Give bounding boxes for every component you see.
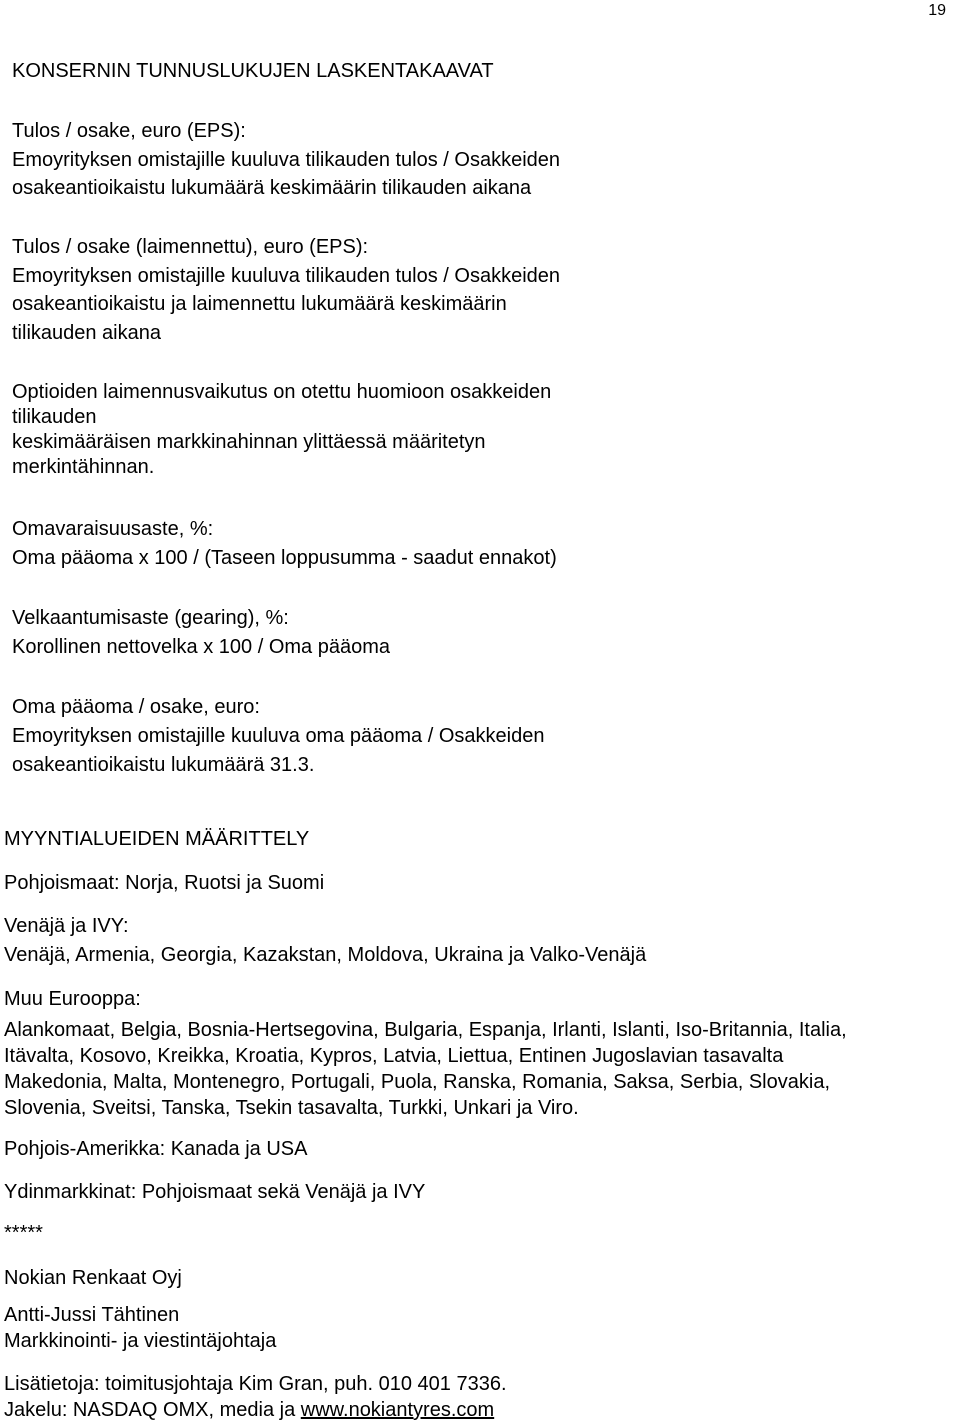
gearing-definition bbox=[12, 604, 932, 662]
distribution-line bbox=[4, 1397, 949, 1423]
eps-diluted-formula-line: osakeantioikaistu ja laimennettu lukumäärä keskimäärin bbox=[12, 293, 507, 315]
eps-diluted-formula-line: tilikauden aikana bbox=[12, 321, 161, 344]
nordic-definition: Pohjoismaat: Norja, Ruotsi ja Suomi bbox=[4, 872, 325, 894]
note-line: merkintähinnan. bbox=[12, 456, 155, 478]
gearing-heading: Velkaantumisaste (gearing), %: bbox=[12, 607, 289, 629]
eps-definition bbox=[12, 117, 932, 203]
equity-per-share-formula-line: osakeantioikaistu lukumäärä 31.3. bbox=[12, 754, 315, 776]
other-europe-countries bbox=[4, 1017, 949, 1121]
equity-per-share-definition bbox=[12, 693, 932, 780]
contact-line: Lisätietoja: toimitusjohtaja Kim Gran, puh. 010 401 7336. bbox=[4, 1373, 507, 1395]
note-line: tilikauden bbox=[12, 406, 97, 428]
note-line: keskimääräisen markkinahinnan ylittäessä määritetyn bbox=[12, 431, 486, 453]
equity-ratio-formula: Oma pääoma x 100 / (Taseen loppusumma - saadut ennakot) bbox=[12, 547, 557, 569]
signatory-name: Antti-Jussi Tähtinen bbox=[4, 1304, 180, 1326]
section-title-key-figures: KONSERNIN TUNNUSLUKUJEN LASKENTAKAAVAT bbox=[12, 60, 494, 82]
eps-diluted-heading: Tulos / osake (laimennettu), euro (EPS): bbox=[12, 236, 369, 258]
country-list-line: Alankomaat, Belgia, Bosnia-Hertsegovina, Bulgaria, Espanja, Irlanti, Islanti, Iso-Britannia, Italia, bbox=[4, 1019, 847, 1041]
equity-per-share-formula-line: Emoyrityksen omistajille kuuluva oma pääoma / Osakkeiden bbox=[12, 725, 545, 747]
eps-formula-line: osakeantioikaistu lukumäärä keskimäärin tilikauden aikana bbox=[12, 177, 532, 199]
equity-per-share-heading: Oma pääoma / osake, euro: bbox=[12, 696, 260, 718]
eps-heading: Tulos / osake, euro (EPS): bbox=[12, 120, 246, 142]
gearing-formula: Korollinen nettovelka x 100 / Oma pääoma bbox=[12, 636, 390, 658]
core-markets-definition: Ydinmarkkinat: Pohjoismaat sekä Venäjä ja IVY bbox=[4, 1181, 426, 1203]
signatory bbox=[4, 1302, 949, 1354]
russia-cis-definition bbox=[4, 912, 949, 970]
options-dilution-note bbox=[12, 380, 932, 480]
website-link[interactable]: www.nokiantyres.com bbox=[300, 1399, 495, 1421]
russia-cis-heading: Venäjä ja IVY: bbox=[4, 915, 129, 937]
section-title-sales-areas: MYYNTIALUEIDEN MÄÄRITTELY bbox=[4, 828, 310, 850]
other-europe-heading: Muu Eurooppa: bbox=[4, 988, 141, 1010]
russia-cis-countries: Venäjä, Armenia, Georgia, Kazakstan, Moldova, Ukraina ja Valko-Venäjä bbox=[4, 944, 647, 966]
country-list-line: Itävalta, Kosovo, Kreikka, Kroatia, Kypros, Latvia, Liettua, Entinen Jugoslavian tasavalta bbox=[4, 1045, 784, 1067]
contact-info bbox=[4, 1371, 949, 1423]
separator: ***** bbox=[4, 1222, 43, 1244]
signatory-title: Markkinointi- ja viestintäjohtaja bbox=[4, 1330, 277, 1352]
company-name: Nokian Renkaat Oyj bbox=[4, 1267, 182, 1289]
country-list-line: Makedonia, Malta, Montenegro, Portugali, Puola, Ranska, Romania, Saksa, Serbia, Slovakia, bbox=[4, 1071, 830, 1093]
country-list-line: Slovenia, Sveitsi, Tanska, Tsekin tasavalta, Turkki, Unkari ja Viro. bbox=[4, 1097, 579, 1119]
page-number: 19 bbox=[928, 2, 946, 19]
north-america-definition: Pohjois-Amerikka: Kanada ja USA bbox=[4, 1138, 308, 1160]
equity-ratio-definition bbox=[12, 515, 932, 573]
distribution-prefix: Jakelu: NASDAQ OMX, media ja bbox=[4, 1399, 301, 1421]
eps-diluted-formula-line: Emoyrityksen omistajille kuuluva tilikauden tulos / Osakkeiden bbox=[12, 264, 561, 287]
equity-ratio-heading: Omavaraisuusaste, %: bbox=[12, 518, 214, 540]
eps-diluted-definition bbox=[12, 233, 932, 347]
note-line: Optioiden laimennusvaikutus on otettu huomioon osakkeiden bbox=[12, 381, 552, 403]
eps-formula-line: Emoyrityksen omistajille kuuluva tilikauden tulos / Osakkeiden bbox=[12, 148, 561, 171]
